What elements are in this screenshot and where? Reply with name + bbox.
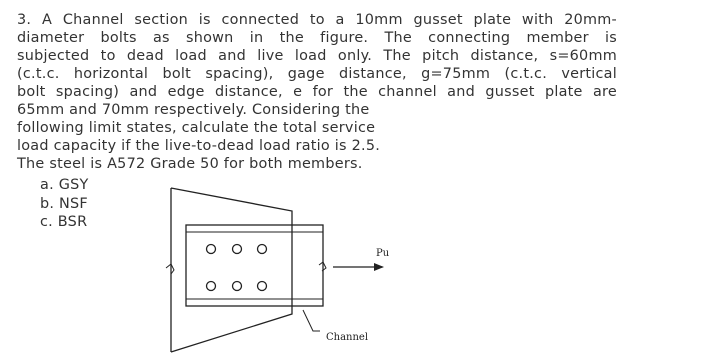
problem-line: load capacity if the live-to-dead load ratio is 2.5. — [17, 138, 381, 154]
bolt-group — [207, 245, 267, 291]
option-gsy: a. GSY — [40, 177, 89, 193]
problem-line: 65mm and 70mm respectively. Considering the — [17, 102, 370, 118]
bolt — [258, 245, 267, 254]
load-arrowhead — [374, 263, 384, 271]
bolt — [233, 282, 242, 291]
bolt — [233, 245, 242, 254]
gusset-break-mark — [166, 264, 174, 274]
channel-section — [186, 225, 323, 306]
problem-line: (c.t.c. horizontal bolt spacing), gage distance, g=75mm (c.t.c. vertical — [17, 66, 617, 82]
option-bsr: c. BSR — [40, 214, 88, 230]
bolt — [207, 245, 216, 254]
problem-line: subjected to dead load and live load only. The pitch distance, s=60mm — [17, 48, 617, 64]
problem-line: bolt spacing) and edge distance, e for the channel and gusset plate are — [17, 84, 617, 100]
channel-leader — [303, 310, 320, 331]
bolt — [207, 282, 216, 291]
problem-line: The steel is A572 Grade 50 for both members. — [17, 156, 363, 172]
load-label: Pu — [376, 248, 390, 259]
problem-line: following limit states, calculate the total service — [17, 120, 376, 136]
channel-label: Channel — [326, 332, 369, 343]
option-nsf: b. NSF — [40, 195, 88, 212]
gusset-plate — [171, 188, 292, 352]
bolt — [258, 282, 267, 291]
problem-line: 3. A Channel section is connected to a 10mm gusset plate with 20mm- — [17, 12, 617, 28]
problem-line: diameter bolts as shown in the figure. The connecting member is — [17, 30, 617, 46]
